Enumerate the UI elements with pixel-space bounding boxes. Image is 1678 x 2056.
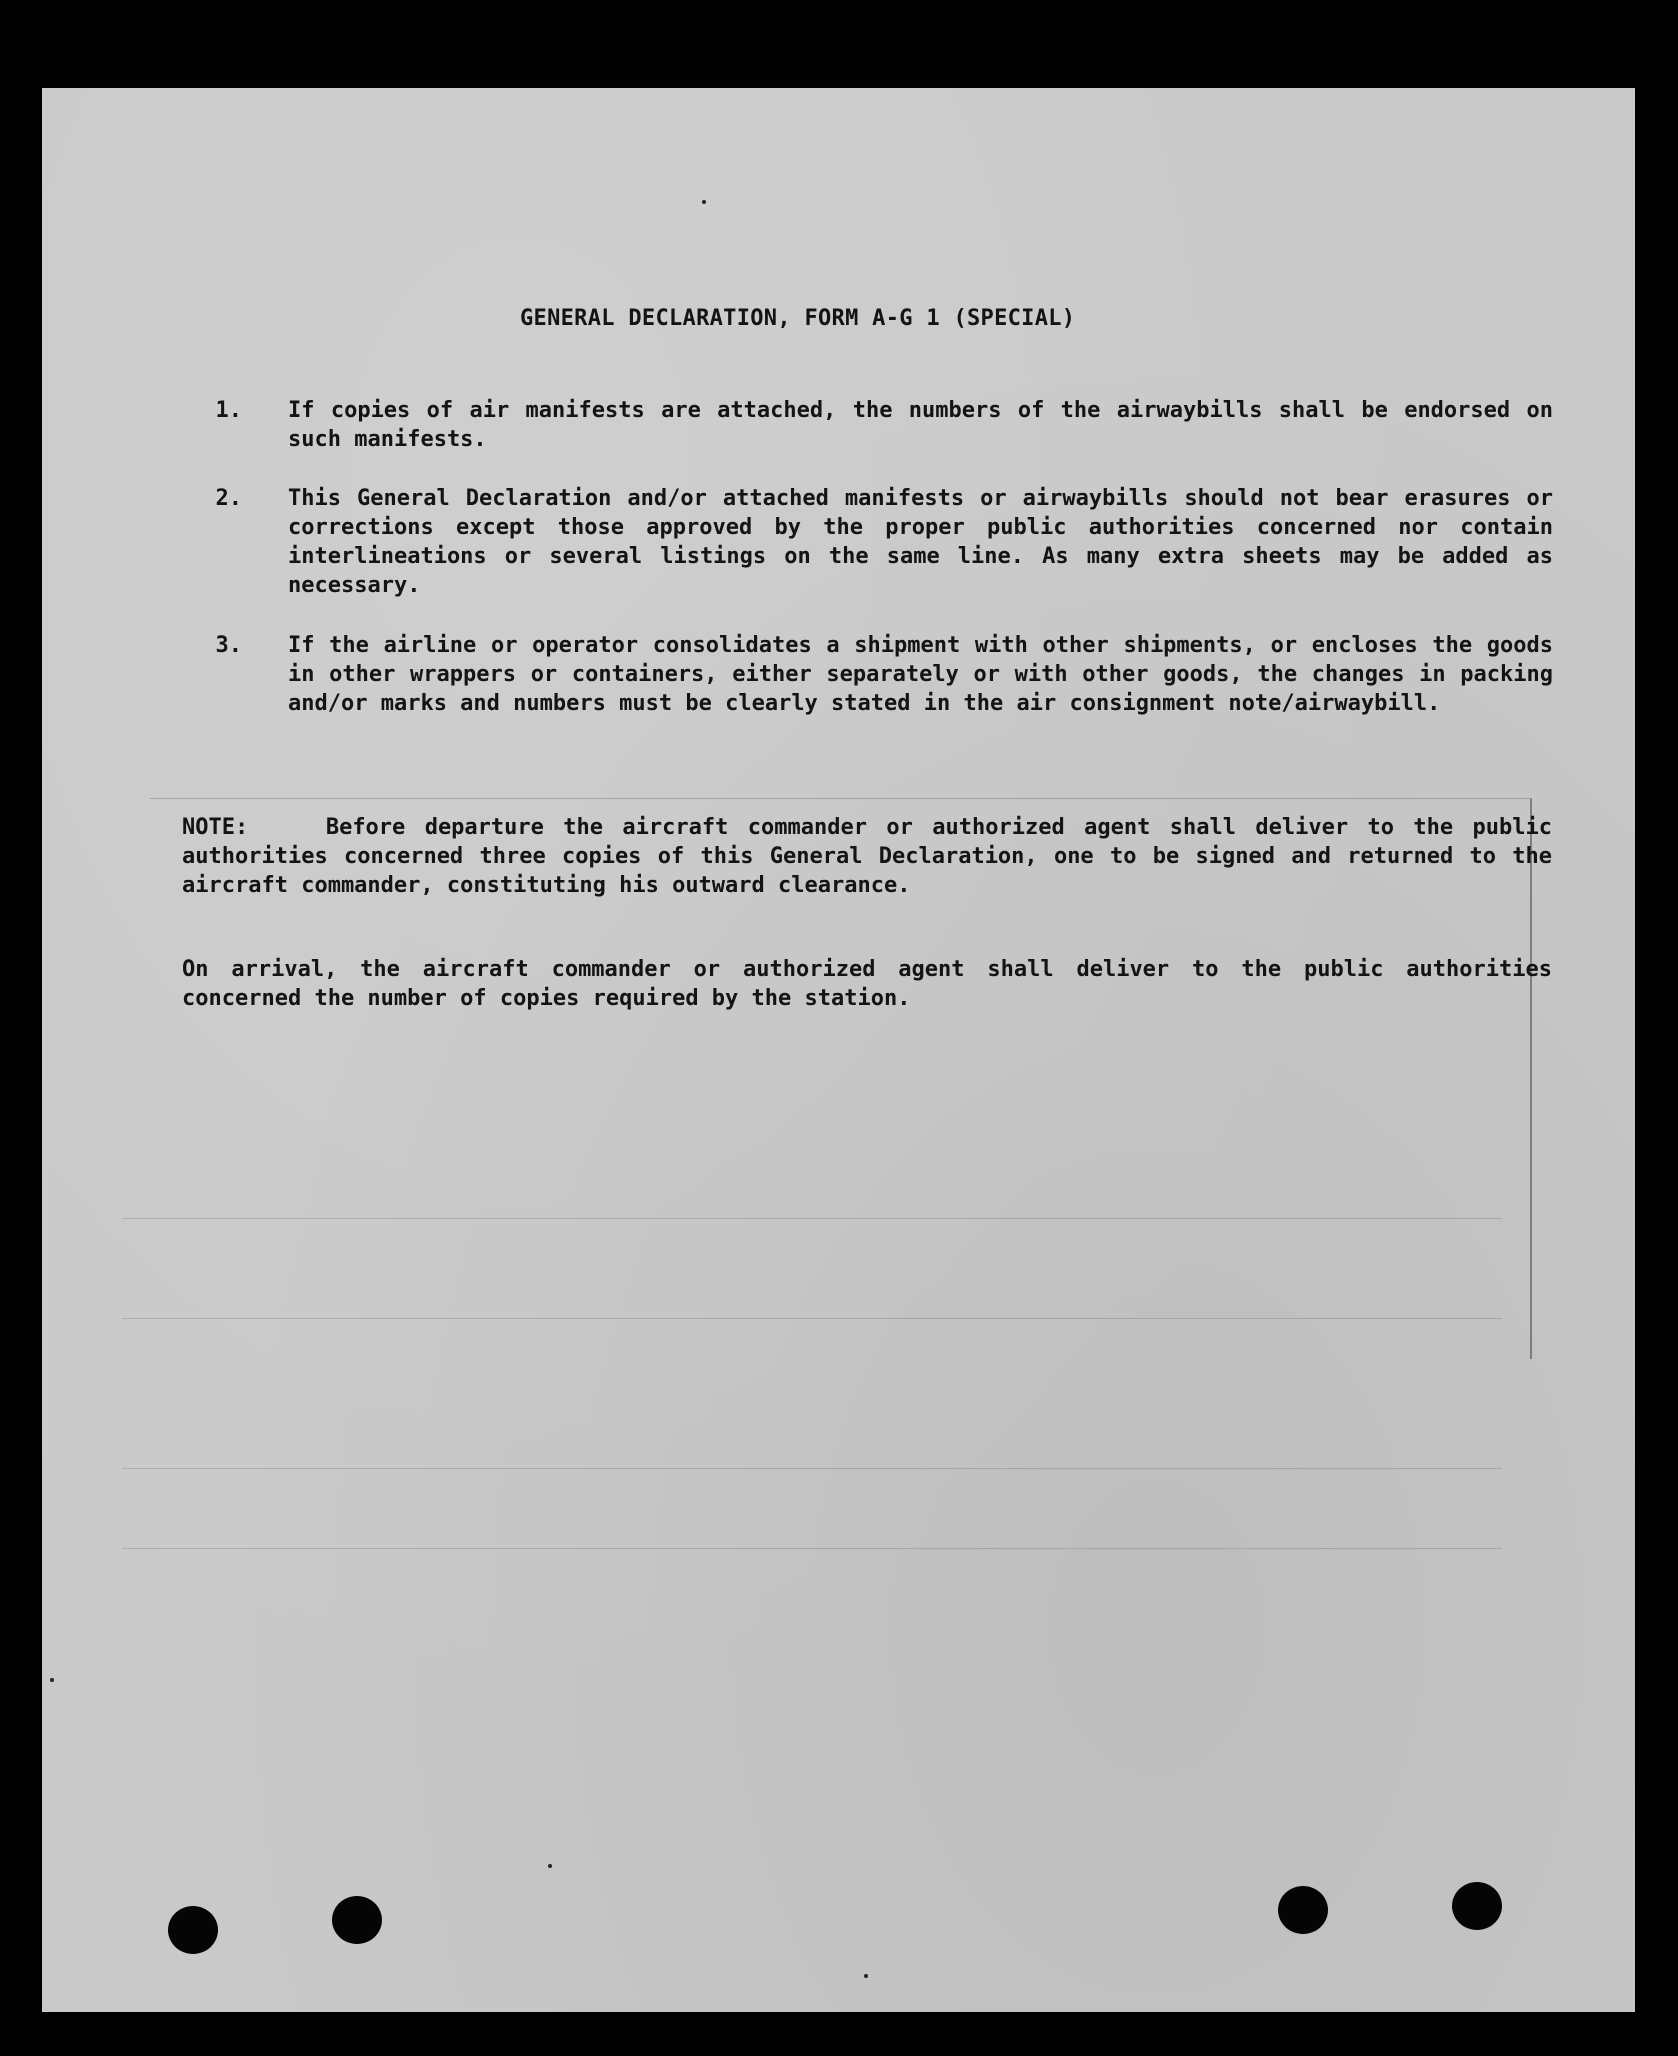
speck [548, 1864, 552, 1868]
instruction-item-3 [182, 631, 1562, 751]
speck [864, 1974, 868, 1978]
speck [702, 200, 706, 204]
item-number: 3. [215, 633, 242, 658]
punch-hole [332, 1896, 382, 1944]
instruction-item-1 [182, 396, 1562, 456]
punch-hole [168, 1906, 218, 1954]
item-text: If the airline or operator consolidates a shipment with other shipments, or encloses the goods in other wrappers or containers, either separately or with other goods, the changes in packing and/or marks and numbers must be clearly stated in the air consignment note/airwaybill. [288, 633, 1553, 716]
item-number: 2. [215, 486, 242, 511]
speck [50, 1678, 54, 1682]
page-title: GENERAL DECLARATION, FORM A-G 1 (SPECIAL) [520, 306, 1076, 331]
instruction-item-2 [182, 484, 1562, 604]
note-paragraph-departure: NOTE: Before departure the aircraft commander or authorized agent shall deliver to the public authorities concerned three copies of this General Declaration, one to be signed and returned to the aircraft commander, constituting his outward clearance. [182, 815, 1566, 898]
item-text: This General Declaration and/or attached manifests or airwaybills should not bear erasures or corrections except those approved by the proper public authorities concerned nor contain interlineations or several listings on the same line. As many extra sheets may be added as necessary. [288, 486, 1553, 598]
document-page [42, 88, 1635, 2012]
item-number: 1. [215, 398, 242, 423]
item-text: If copies of air manifests are attached, the numbers of the airwaybills shall be endorsed on such manifests. [288, 398, 1553, 452]
bleed-through-line [122, 1468, 1502, 1469]
note-paragraph-arrival: On arrival, the aircraft commander or authorized agent shall deliver to the public authorities concerned the number of copies required by the station. [182, 957, 1552, 1011]
punch-hole [1278, 1886, 1328, 1934]
bleed-through-line [122, 1548, 1502, 1549]
punch-hole [1452, 1882, 1502, 1930]
